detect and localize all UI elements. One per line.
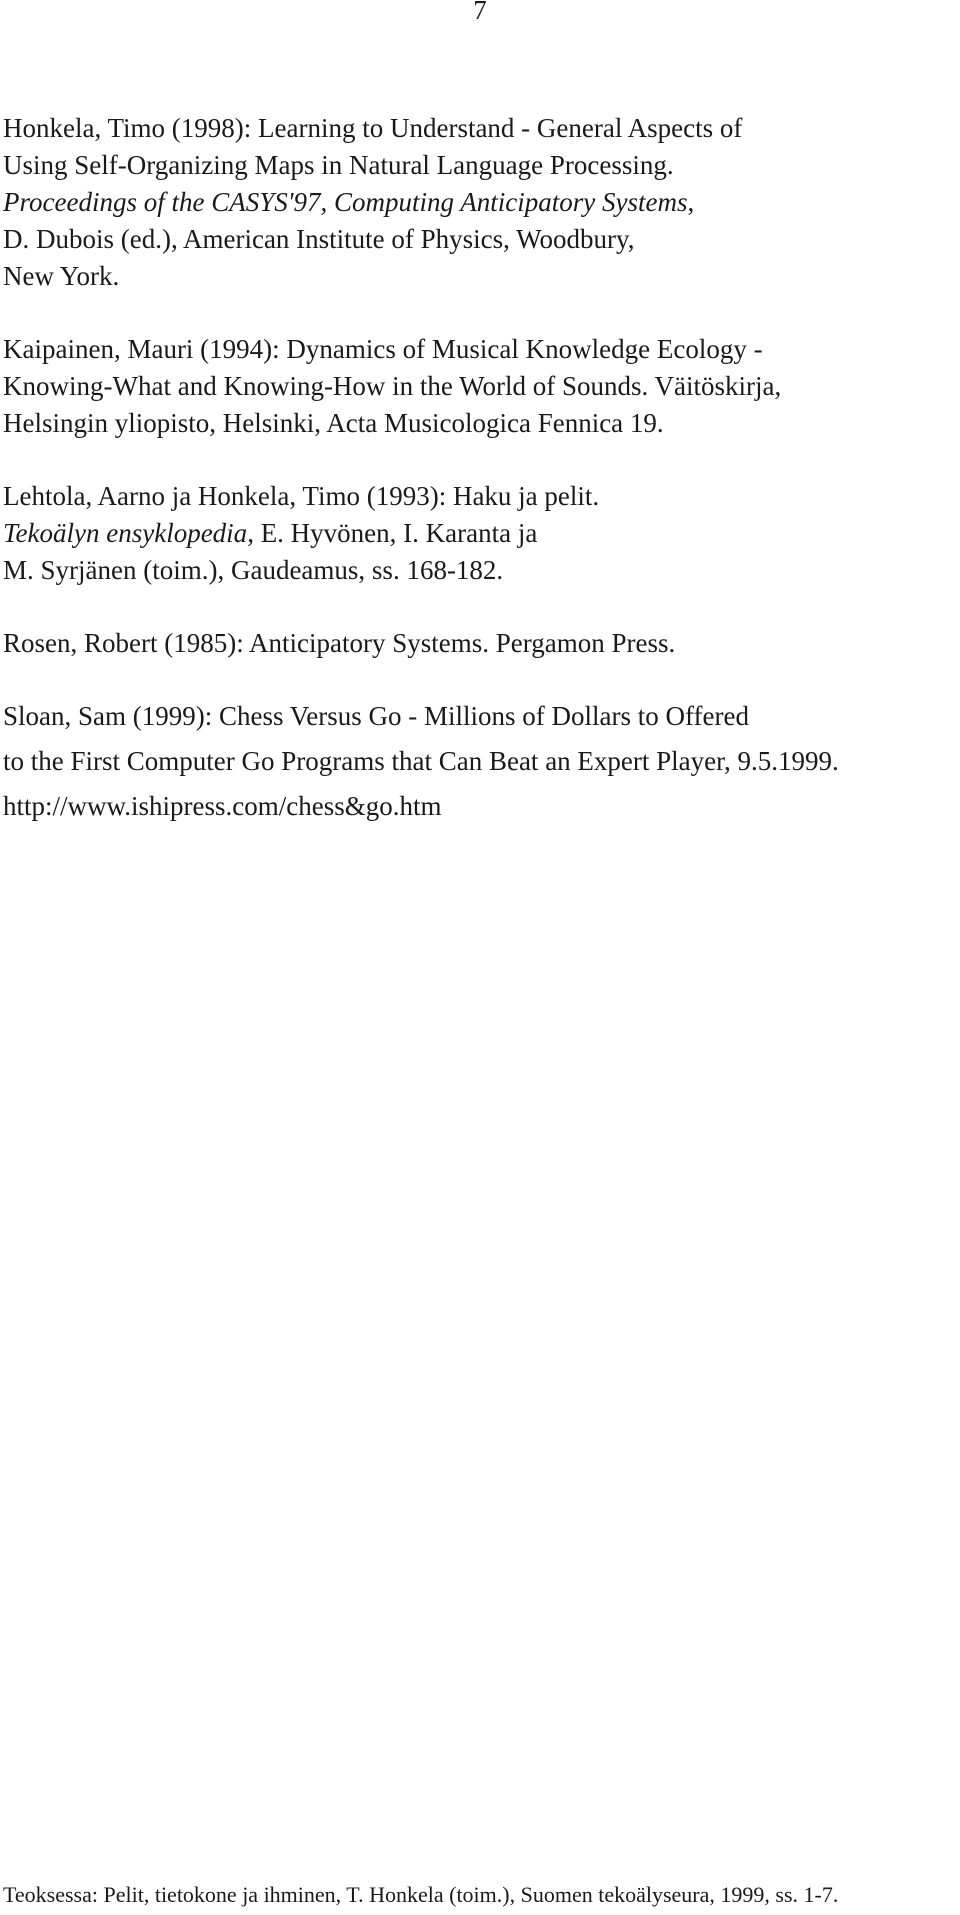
reference-rosen	[3, 625, 953, 662]
reference-line: New York.	[3, 261, 120, 291]
reference-line	[3, 184, 953, 221]
reference-lehtola	[3, 478, 953, 589]
reference-line: Using Self-Organizing Maps in Natural Language Processing.	[3, 150, 674, 180]
reference-kaipainen	[3, 331, 953, 442]
page-number: 7	[473, 0, 487, 25]
reference-sloan	[3, 694, 953, 829]
reference-text: , E. Hyvönen, I. Karanta ja	[247, 518, 538, 548]
reference-list	[3, 110, 953, 829]
reference-url: http://www.ishipress.com/chess&go.htm	[3, 791, 442, 821]
reference-line	[3, 515, 953, 552]
reference-line: M. Syrjänen (toim.), Gaudeamus, ss. 168-182.	[3, 555, 504, 585]
reference-line: Honkela, Timo (1998): Learning to Understand - General Aspects of	[3, 113, 743, 143]
reference-honkela	[3, 110, 953, 295]
footer-citation: Teoksessa: Pelit, tietokone ja ihminen, T. Honkela (toim.), Suomen tekoälyseura, 1999, ss. 1-7.	[3, 1882, 839, 1907]
reference-line: Kaipainen, Mauri (1994): Dynamics of Musical Knowledge Ecology -	[3, 334, 763, 364]
reference-italic-title: Tekoälyn ensyklopedia	[3, 518, 248, 548]
reference-line: to the First Computer Go Programs that Can Beat an Expert Player, 9.5.1999.	[3, 746, 839, 776]
reference-italic-title: Proceedings of the CASYS'97, Computing Anticipatory Systems	[3, 187, 688, 217]
reference-line: D. Dubois (ed.), American Institute of Physics, Woodbury,	[3, 224, 635, 254]
reference-line: Knowing-What and Knowing-How in the World of Sounds. Väitöskirja,	[3, 371, 782, 401]
reference-line: Sloan, Sam (1999): Chess Versus Go - Millions of Dollars to Offered	[3, 701, 749, 731]
reference-line: Lehtola, Aarno ja Honkela, Timo (1993): Haku ja pelit.	[3, 481, 600, 511]
reference-line: Rosen, Robert (1985): Anticipatory Systems. Pergamon Press.	[3, 628, 676, 658]
reference-line: Helsingin yliopisto, Helsinki, Acta Musicologica Fennica 19.	[3, 408, 664, 438]
reference-text: ,	[687, 187, 695, 217]
